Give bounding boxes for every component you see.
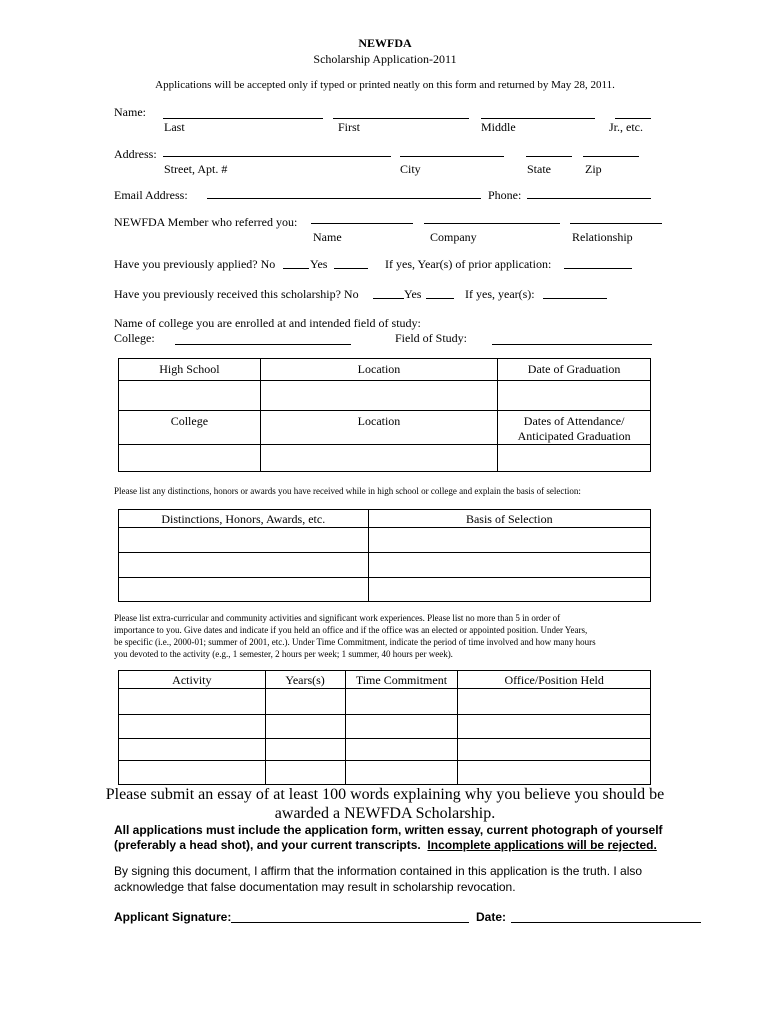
name-label: Name: (114, 105, 146, 119)
form-subtitle: Scholarship Application-2011 (313, 52, 457, 66)
city-caption: City (400, 162, 421, 176)
activity-cell[interactable] (119, 739, 266, 761)
hs-header: High School (119, 359, 261, 381)
last-name-field[interactable] (163, 118, 323, 119)
city-field[interactable] (400, 156, 504, 157)
applied-years-label: If yes, Year(s) of prior application: (385, 257, 552, 271)
affirmation-line2: acknowledge that false documentation may result in scholarship revocation. (114, 880, 516, 894)
date-label: Date: (476, 910, 507, 924)
years-cell[interactable] (265, 715, 345, 739)
address-label: Address: (114, 147, 157, 161)
college-header: College (119, 411, 261, 445)
college-intro: Name of college you are enrolled at and intended field of study: (114, 316, 421, 330)
requirements-text: (preferably a head shot), and your current transcripts. (114, 838, 428, 852)
received-no-field[interactable] (373, 298, 404, 299)
hs-graduation-cell[interactable] (498, 381, 651, 411)
date-field[interactable] (511, 922, 701, 923)
received-years-label: If yes, year(s): (465, 287, 535, 301)
essay-instruction-line1: Please submit an essay of at least 100 words explaining why you believe you should be (105, 786, 665, 803)
time-cell[interactable] (345, 761, 458, 785)
college-location-header: Location (260, 411, 498, 445)
activity-header: Activity (119, 671, 266, 689)
first-name-field[interactable] (333, 118, 469, 119)
college-dates-header: Dates of Attendance/ Anticipated Graduation (498, 411, 651, 445)
years-cell[interactable] (265, 739, 345, 761)
state-caption: State (527, 162, 551, 176)
college-name-cell[interactable] (119, 445, 261, 472)
years-cell[interactable] (265, 761, 345, 785)
field-of-study-field[interactable] (492, 344, 652, 345)
referrer-name-field[interactable] (311, 223, 413, 224)
college-field[interactable] (175, 344, 351, 345)
activities-instruction: Please list extra-curricular and community activities and significant work experiences. Please list no more than 5 in order of importance to you. Give dates and indicate if you held an office and if the office was an elected or appointed position. Under Years, be specific (i.e., 2000-01; summer of 2001, etc.). Under Time Commitment, indicate the period of time involved and how many hours you devoted to the activity (e.g., 1 semester, 2 hours per week; 1 summer, 40 hours per week). (114, 613, 596, 659)
award-cell[interactable] (119, 528, 369, 553)
basis-header: Basis of Selection (368, 510, 650, 528)
middle-name-field[interactable] (481, 118, 595, 119)
phone-field[interactable] (527, 198, 651, 199)
referrer-company-caption: Company (430, 230, 477, 244)
received-question: Have you previously received this scholarship? No (114, 287, 359, 301)
suffix-field[interactable] (615, 118, 651, 119)
first-name-caption: First (338, 120, 361, 134)
time-cell[interactable] (345, 739, 458, 761)
referrer-name-caption: Name (313, 230, 342, 244)
rejection-warning: Incomplete applications will be rejected. (427, 838, 657, 852)
activity-cell[interactable] (119, 715, 266, 739)
hs-name-cell[interactable] (119, 381, 261, 411)
field-of-study-label: Field of Study: (395, 331, 468, 345)
applied-yes-field[interactable] (334, 268, 368, 269)
essay-instruction-line2: awarded a NEWFDA Scholarship. (274, 805, 496, 822)
college-location-cell[interactable] (260, 445, 498, 472)
college-label: College: (114, 331, 155, 345)
middle-name-caption: Middle (481, 120, 516, 134)
education-table (118, 358, 651, 472)
applied-no-field[interactable] (283, 268, 309, 269)
state-field[interactable] (526, 156, 572, 157)
applied-yes-label: Yes (310, 257, 328, 271)
last-name-caption: Last (164, 120, 185, 134)
zip-caption: Zip (585, 162, 602, 176)
office-cell[interactable] (458, 689, 651, 715)
office-header: Office/Position Held (458, 671, 651, 689)
office-cell[interactable] (458, 739, 651, 761)
requirements-line1: All applications must include the application form, written essay, current photograph of yourself (114, 823, 663, 837)
time-commitment-header: Time Commitment (345, 671, 458, 689)
email-field[interactable] (207, 198, 481, 199)
zip-field[interactable] (583, 156, 639, 157)
referrer-company-field[interactable] (424, 223, 560, 224)
applied-question: Have you previously applied? No (114, 257, 276, 271)
office-cell[interactable] (458, 761, 651, 785)
signature-label: Applicant Signature: (114, 910, 232, 924)
received-yes-label: Yes (404, 287, 422, 301)
years-header: Years(s) (265, 671, 345, 689)
applied-years-field[interactable] (564, 268, 632, 269)
activity-cell[interactable] (119, 689, 266, 715)
distinctions-header: Distinctions, Honors, Awards, etc. (119, 510, 369, 528)
hs-location-header: Location (260, 359, 498, 381)
affirmation-line1: By signing this document, I affirm that the information contained in this application is the truth. I also (114, 864, 643, 878)
activity-cell[interactable] (119, 761, 266, 785)
requirements-line2 (114, 838, 657, 852)
college-dates-cell[interactable] (498, 445, 651, 472)
street-caption: Street, Apt. # (164, 162, 228, 176)
basis-cell[interactable] (368, 528, 650, 553)
phone-label: Phone: (488, 188, 522, 202)
time-cell[interactable] (345, 689, 458, 715)
suffix-caption: Jr., etc. (609, 120, 643, 134)
submission-notice: Applications will be accepted only if typed or printed neatly on this form and returned by May 28, 2011. (155, 79, 615, 91)
street-field[interactable] (163, 156, 391, 157)
basis-cell[interactable] (368, 578, 650, 602)
referrer-relationship-field[interactable] (570, 223, 662, 224)
award-cell[interactable] (119, 578, 369, 602)
award-cell[interactable] (119, 553, 369, 578)
office-cell[interactable] (458, 715, 651, 739)
hs-graduation-header: Date of Graduation (498, 359, 651, 381)
signature-field[interactable] (231, 922, 469, 923)
hs-location-cell[interactable] (260, 381, 498, 411)
received-years-field[interactable] (543, 298, 607, 299)
basis-cell[interactable] (368, 553, 650, 578)
awards-instruction: Please list any distinctions, honors or awards you have received while in high school or college and explain the basis of selection: (114, 486, 581, 496)
form-org-title: NEWFDA (358, 36, 412, 50)
referrer-relationship-caption: Relationship (572, 230, 633, 244)
email-label: Email Address: (114, 188, 188, 202)
referral-label: NEWFDA Member who referred you: (114, 215, 298, 229)
received-yes-field[interactable] (426, 298, 454, 299)
years-cell[interactable] (265, 689, 345, 715)
time-cell[interactable] (345, 715, 458, 739)
activities-table (118, 670, 651, 785)
awards-table (118, 509, 651, 602)
